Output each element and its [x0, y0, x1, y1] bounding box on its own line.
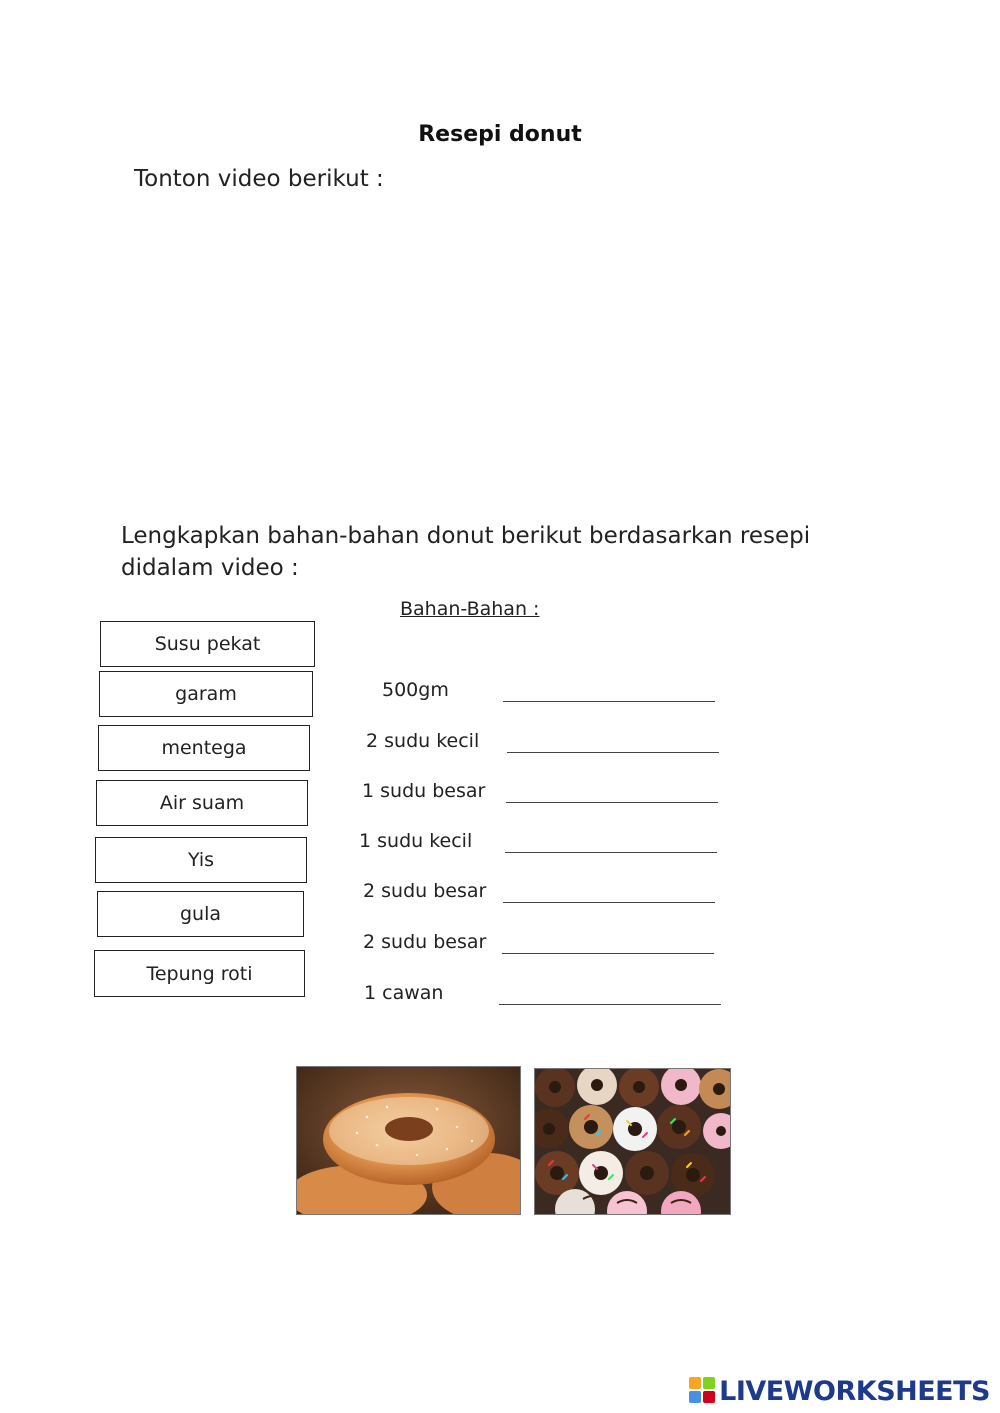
worksheet-title: Resepi donut: [418, 122, 582, 147]
quantity-label: 1 sudu besar: [362, 780, 486, 802]
assorted-donuts-photo: [534, 1068, 731, 1215]
answer-blank-7[interactable]: [499, 982, 721, 1005]
word-box-yis[interactable]: Yis: [95, 837, 307, 883]
quantity-label: 500gm: [382, 679, 449, 701]
quantity-label: 1 cawan: [364, 982, 444, 1004]
liveworksheets-logo-icon: [689, 1377, 715, 1407]
quantity-label: 2 sudu besar: [363, 931, 487, 953]
liveworksheets-brand: [689, 1376, 990, 1407]
answer-blank-5[interactable]: [503, 880, 715, 903]
word-box-susu-pekat[interactable]: Susu pekat: [100, 621, 315, 667]
video-instruction: Tonton video berikut :: [134, 166, 384, 192]
task-instruction: Lengkapkan bahan-bahan donut berikut berdasarkan resepi didalam video :: [121, 523, 811, 581]
sugar-donut-photo: [296, 1066, 521, 1215]
answer-blank-4[interactable]: [505, 830, 717, 853]
brand-name: LIVEWORKSHEETS: [719, 1376, 990, 1407]
word-box-air-suam[interactable]: Air suam: [96, 780, 308, 826]
ingredients-heading: Bahan-Bahan :: [400, 598, 540, 620]
answer-blank-6[interactable]: [502, 931, 714, 954]
quantity-label: 1 sudu kecil: [359, 830, 473, 852]
word-box-mentega[interactable]: mentega: [98, 725, 310, 771]
quantity-label: 2 sudu besar: [363, 880, 487, 902]
word-box-tepung-roti[interactable]: Tepung roti: [94, 950, 305, 997]
word-box-garam[interactable]: garam: [99, 671, 313, 717]
word-box-gula[interactable]: gula: [97, 891, 304, 937]
answer-blank-3[interactable]: [506, 780, 718, 803]
answer-blank-1[interactable]: [503, 679, 715, 702]
quantity-label: 2 sudu kecil: [366, 730, 480, 752]
answer-blank-2[interactable]: [507, 730, 719, 753]
